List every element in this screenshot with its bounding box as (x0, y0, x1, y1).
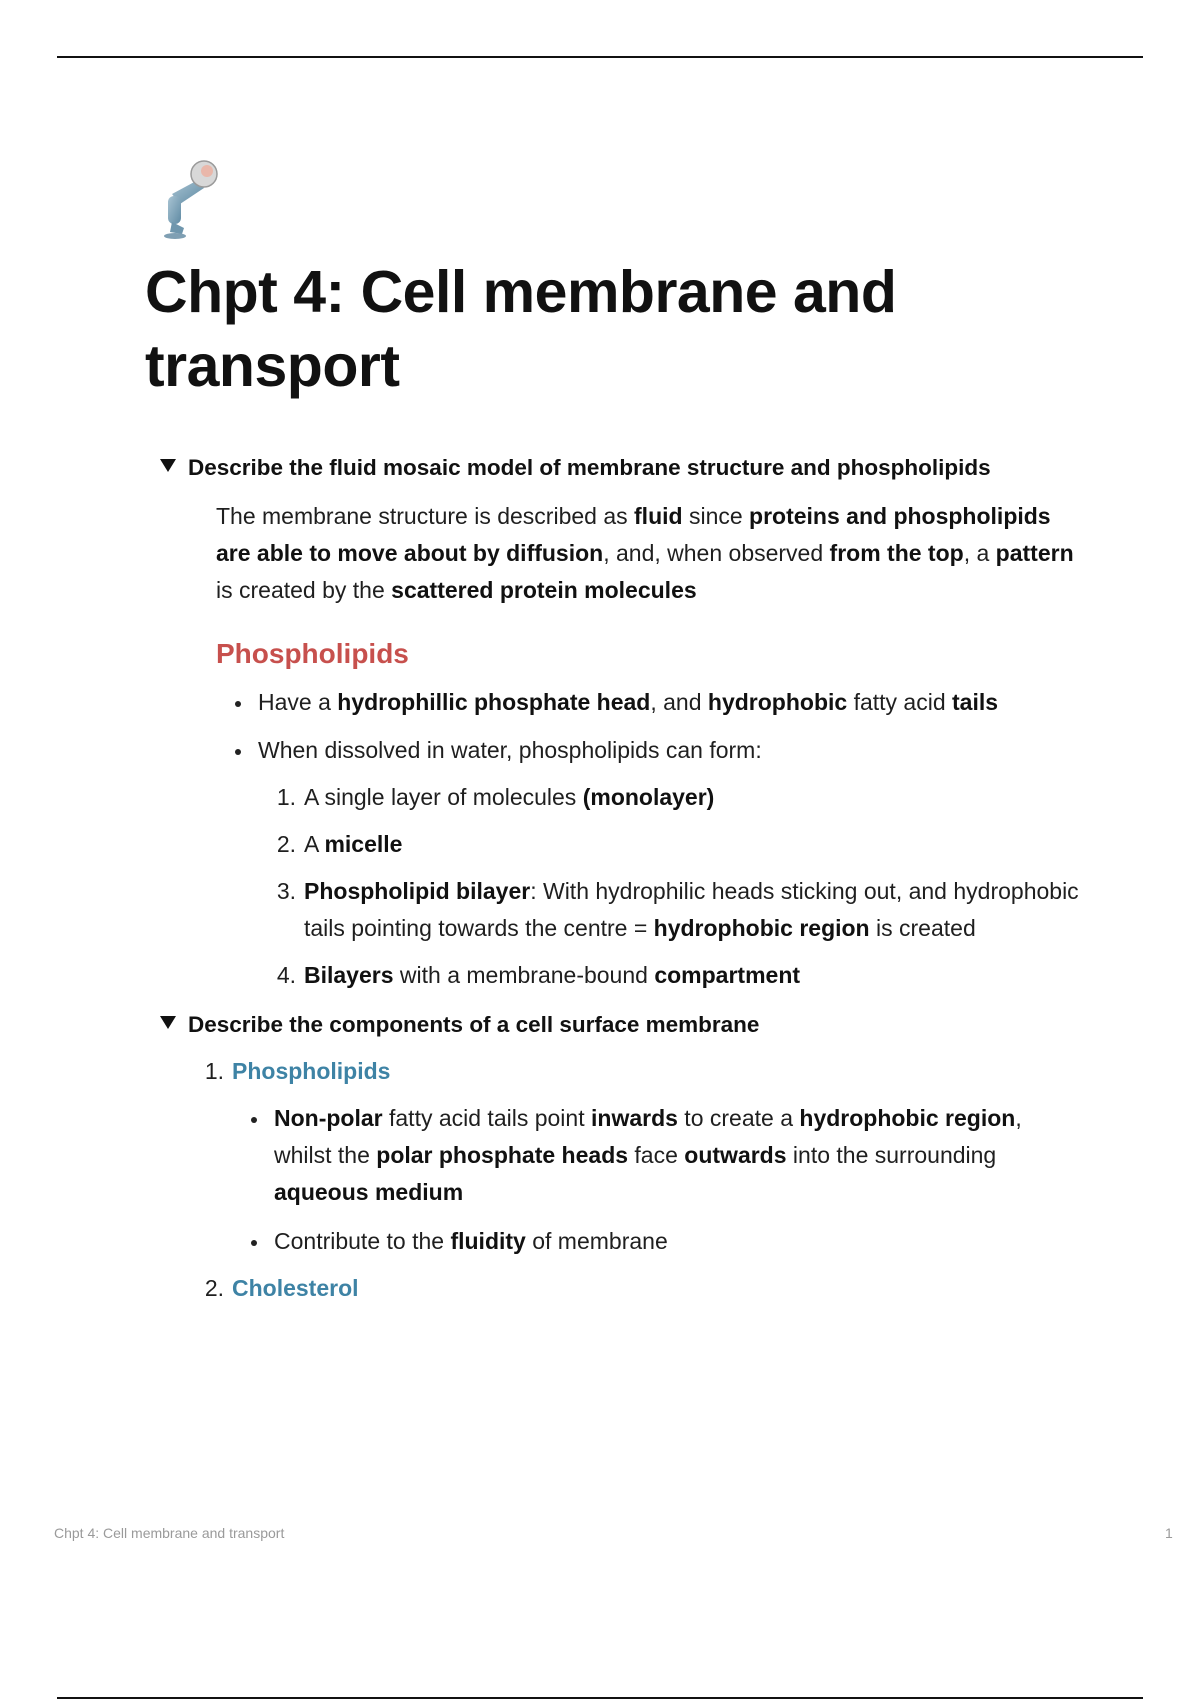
bullet-item: Contribute to the fluidity of membrane (232, 1223, 1080, 1260)
paragraph: The membrane structure is described as fluid since proteins and phospholipids are able to move about by diffusion, and, when observed from the top, a pattern is created by the scattered protein molecules (216, 503, 1074, 603)
footer-title: Chpt 4: Cell membrane and transport (54, 1525, 285, 1541)
toggle-section-components (160, 1009, 1080, 1307)
bullet-item: Non-polar fatty acid tails point inwards to create a hydrophobic region, whilst the polar phosphate heads face outwards into the surrounding aqueous medium (232, 1100, 1080, 1211)
toggle-triangle-icon[interactable] (160, 459, 176, 472)
page-content (160, 452, 1080, 1307)
list-item: 2. Cholesterol (204, 1275, 359, 1301)
numbered-list (216, 779, 1080, 994)
top-rule (57, 56, 1143, 58)
toggle-section-fluid-mosaic (160, 452, 1080, 994)
toggle-heading[interactable]: Describe the components of a cell surface membrane (188, 1012, 760, 1037)
bullet-list (188, 1100, 1080, 1260)
bottom-rule (57, 1697, 1143, 1699)
list-item: 4. Bilayers with a membrane-bound compartment (276, 962, 801, 988)
bullet-item: Have a hydrophillic phosphate head, and hydrophobic fatty acid tails (216, 684, 1080, 721)
microphone-icon (158, 158, 224, 240)
list-item: 3. Phospholipid bilayer: With hydrophilic heads sticking out, and hydrophobic tails pointing towards the centre = hydrophobic region is created (276, 878, 1079, 941)
bullet-item: When dissolved in water, phospholipids can form: (216, 732, 1080, 769)
page-number: 1 (1165, 1525, 1173, 1541)
toggle-triangle-icon[interactable] (160, 1016, 176, 1029)
page-title: Chpt 4: Cell membrane and transport (145, 259, 897, 399)
toggle-heading[interactable]: Describe the fluid mosaic model of membrane structure and phospholipids (188, 455, 991, 480)
subheading-phospholipids: Phospholipids (216, 638, 409, 669)
list-item: 1. Phospholipids (204, 1058, 391, 1084)
list-item: 2. A micelle (276, 831, 403, 857)
list-item: 1. A single layer of molecules (monolayer) (276, 784, 715, 810)
